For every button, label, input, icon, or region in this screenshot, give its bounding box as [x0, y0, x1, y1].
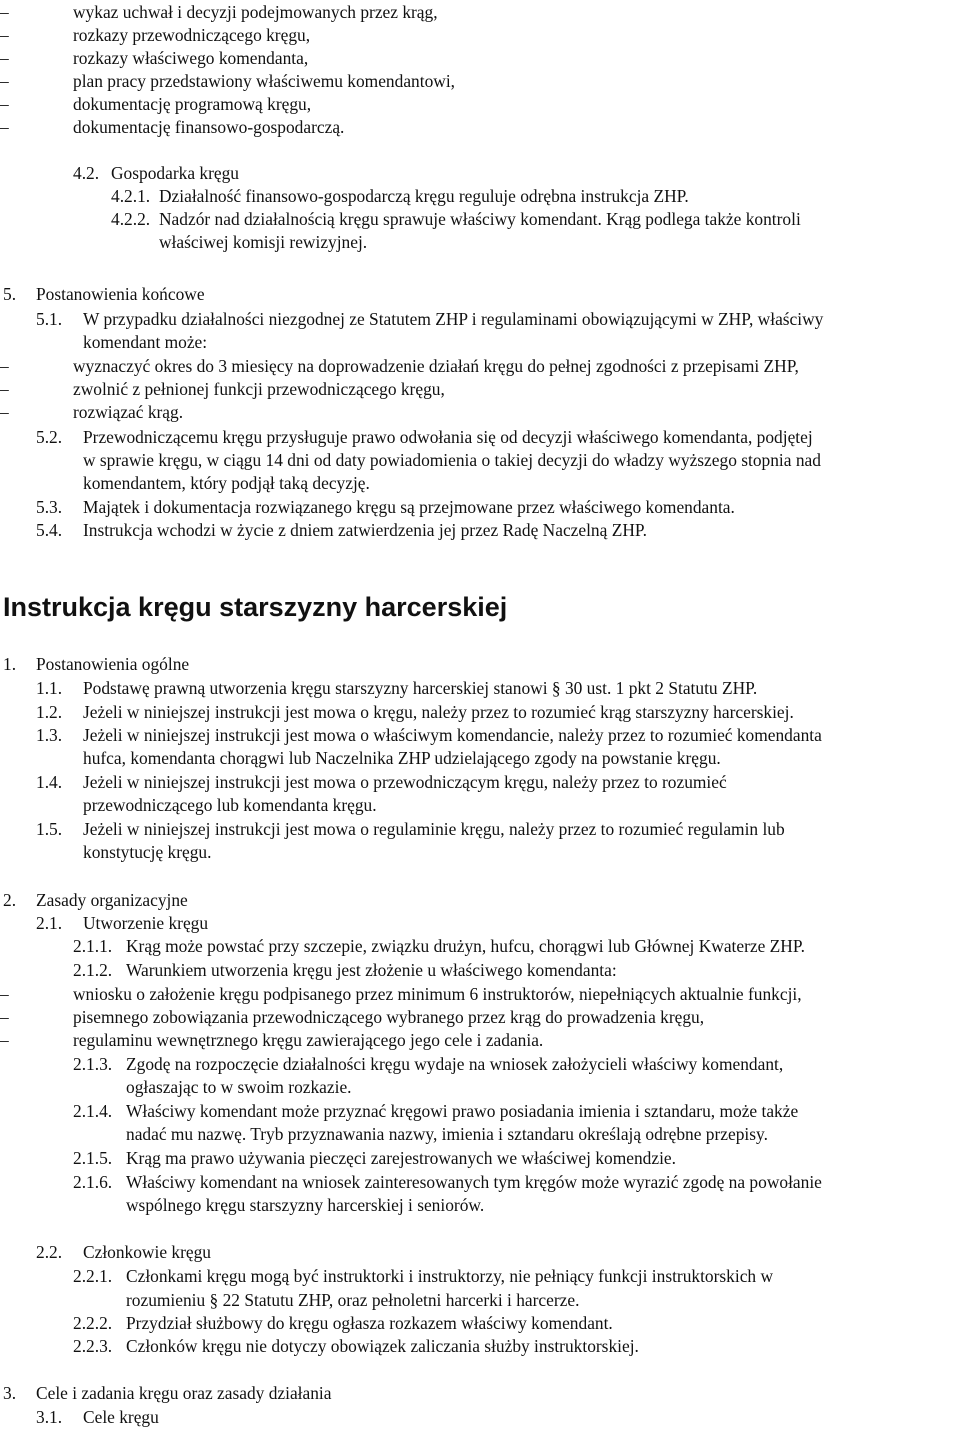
clause-text: Właściwy komendant może przyznać kręgowi prawo posiadania imienia i sztandaru, może także [126, 1101, 799, 1121]
clause-text: W przypadku działalności niezgodnej ze Statutem ZHP i regulaminami obowiązującymi w ZHP, właściwy [83, 309, 824, 329]
clause-text: Przydział służbowy do kręgu ogłasza rozkazem właściwy komendant. [126, 1313, 613, 1333]
clause-text: komendantem, który podjął taką decyzję. [83, 473, 370, 493]
clause-text: Jeżeli w niniejszej instrukcji jest mowa o regulaminie kręgu, należy przez to rozumieć regulamin lub [83, 819, 785, 839]
section-heading: Postanowienia ogólne [36, 654, 190, 674]
clause-text: nadać mu nazwę. Tryb przyznawania nazwy, imienia i sztandaru określają odrębne przepisy. [126, 1124, 768, 1144]
clause-text: Nadzór nad działalnością kręgu sprawuje właściwy komendant. Krąg podlega także kontroli [159, 209, 801, 229]
section-heading: Cele i zadania kręgu oraz zasady działania [36, 1383, 332, 1403]
clause-text: w sprawie kręgu, w ciągu 14 dni od daty powiadomienia o takiej decyzji do władzy wyższego stopnia nad [83, 450, 821, 470]
list-dash: – [0, 48, 9, 68]
clause-text: Warunkiem utworzenia kręgu jest złożenie u właściwego komendanta: [126, 960, 617, 980]
clause-text: hufca, komendanta chorągwi lub Naczelnika ZHP udzielającego zgody na powstanie kręgu. [83, 748, 721, 768]
clause-text: ogłaszając to w swoim rozkazie. [126, 1077, 352, 1097]
clause-text: Właściwy komendant na wniosek zainteresowanych tym kręgów może wyrazić zgodę na powołanie [126, 1172, 822, 1192]
clause-number: 2.2.1. [73, 1266, 113, 1286]
list-item: dokumentację finansowo-gospodarczą. [73, 117, 345, 137]
list-dash: – [0, 1030, 9, 1050]
section-number: 2. [3, 890, 17, 910]
list-dash: – [0, 356, 9, 376]
list-dash: – [0, 2, 9, 22]
clause-number: 2.2.3. [73, 1336, 113, 1356]
clause-text: Jeżeli w niniejszej instrukcji jest mowa o właściwym komendancie, należy przez to rozumieć komendanta [83, 725, 822, 745]
clause-number: 2.2.2. [73, 1313, 113, 1333]
list-item: rozwiązać krąg. [73, 402, 184, 422]
clause-number: 2.1.6. [73, 1172, 113, 1192]
clause-text: Krąg ma prawo używania pieczęci zarejestrowanych we właściwej komendzie. [126, 1148, 676, 1168]
clause-number: 5.2. [36, 427, 63, 447]
clause-number: 5.3. [36, 497, 63, 517]
section-number: 3. [3, 1383, 17, 1403]
list-item: rozkazy przewodniczącego kręgu, [73, 25, 311, 45]
subsection-number: 2.2. [36, 1242, 63, 1262]
list-dash: – [0, 984, 9, 1004]
clause-text: Majątek i dokumentacja rozwiązanego kręgu są przejmowane przez właściwego komendanta. [83, 497, 735, 517]
list-dash: – [0, 25, 9, 45]
subsection-heading: Cele kręgu [83, 1407, 159, 1427]
list-dash: – [0, 94, 9, 114]
list-item: wniosku o założenie kręgu podpisanego przez minimum 6 instruktorów, niepełniących aktualnie funkcji, [73, 984, 802, 1004]
list-item: plan pracy przedstawiony właściwemu komendantowi, [73, 71, 455, 91]
clause-number: 2.1.4. [73, 1101, 113, 1121]
list-dash: – [0, 1007, 9, 1027]
clause-text: Krąg może powstać przy szczepie, związku drużyn, hufcu, chorągwi lub Głównej Kwaterze ZHP. [126, 936, 805, 956]
clause-number: 2.1.5. [73, 1148, 113, 1168]
clause-text: właściwej komisji rewizyjnej. [159, 232, 368, 252]
clause-text: konstytucję kręgu. [83, 842, 212, 862]
clause-text: wspólnego kręgu starszyzny harcerskiej i seniorów. [126, 1195, 485, 1215]
list-dash: – [0, 402, 9, 422]
subsection-heading: Utworzenie kręgu [83, 913, 209, 933]
section-number: 4.2. [73, 163, 100, 183]
clause-number: 1.1. [36, 678, 63, 698]
clause-text: Członków kręgu nie dotyczy obowiązek zaliczania służby instruktorskiej. [126, 1336, 639, 1356]
list-item: zwolnić z pełnionej funkcji przewodniczącego kręgu, [73, 379, 445, 399]
subsection-number: 3.1. [36, 1407, 63, 1427]
clause-number: 5.4. [36, 520, 63, 540]
section-heading: Gospodarka kręgu [111, 163, 239, 183]
clause-text: Instrukcja wchodzi w życie z dniem zatwierdzenia jej przez Radę Naczelną ZHP. [83, 520, 647, 540]
clause-number: 1.5. [36, 819, 63, 839]
clause-text: komendant może: [83, 332, 208, 352]
clause-text: Członkami kręgu mogą być instruktorki i instruktorzy, nie pełniący funkcji instruktorskich w [126, 1266, 774, 1286]
list-item: dokumentację programową kręgu, [73, 94, 312, 114]
clause-text: Przewodniczącemu kręgu przysługuje prawo odwołania się od decyzji właściwego komendanta, podjętej [83, 427, 813, 447]
clause-number: 2.1.1. [73, 936, 113, 956]
section-heading: Postanowienia końcowe [36, 284, 205, 304]
list-dash: – [0, 379, 9, 399]
clause-text: Działalność finansowo-gospodarczą kręgu reguluje odrębna instrukcja ZHP. [159, 186, 689, 206]
subsection-number: 2.1. [36, 913, 63, 933]
list-item: wykaz uchwał i decyzji podejmowanych przez krąg, [73, 2, 438, 22]
section-number: 5. [3, 284, 17, 304]
section-number: 1. [3, 654, 17, 674]
document-title: Instrukcja kręgu starszyzny harcerskiej [3, 592, 508, 622]
clause-text: Podstawę prawną utworzenia kręgu starszyzny harcerskiej stanowi § 30 ust. 1 pkt 2 Statutu ZHP. [83, 678, 758, 698]
clause-text: Jeżeli w niniejszej instrukcji jest mowa o kręgu, należy przez to rozumieć krąg starszyzny harcerskiej. [83, 702, 794, 722]
list-dash: – [0, 71, 9, 91]
clause-number: 1.3. [36, 725, 63, 745]
clause-text: Jeżeli w niniejszej instrukcji jest mowa o przewodniczącym kręgu, należy przez to rozumieć [83, 772, 727, 792]
clause-number: 4.2.2. [111, 209, 151, 229]
clause-number: 1.2. [36, 702, 63, 722]
list-dash: – [0, 117, 9, 137]
list-item: rozkazy właściwego komendanta, [73, 48, 309, 68]
clause-number: 1.4. [36, 772, 63, 792]
clause-text: rozumieniu § 22 Statutu ZHP, oraz pełnoletni harcerki i harcerze. [126, 1290, 580, 1310]
clause-text: przewodniczącego lub komendanta kręgu. [83, 795, 377, 815]
list-item: wyznaczyć okres do 3 miesięcy na doprowadzenie działań kręgu do pełnej zgodności z przepisami ZHP, [73, 356, 799, 376]
clause-number: 2.1.3. [73, 1054, 113, 1074]
section-heading: Zasady organizacyjne [36, 890, 188, 910]
clause-number: 2.1.2. [73, 960, 113, 980]
list-item: pisemnego zobowiązania przewodniczącego wybranego przez krąg do prowadzenia kręgu, [73, 1007, 705, 1027]
clause-number: 4.2.1. [111, 186, 151, 206]
clause-number: 5.1. [36, 309, 63, 329]
clause-text: Zgodę na rozpoczęcie działalności kręgu wydaje na wniosek założycieli właściwy komendant, [126, 1054, 784, 1074]
subsection-heading: Członkowie kręgu [83, 1242, 211, 1262]
list-item: regulaminu wewnętrznego kręgu zawierającego jego cele i zadania. [73, 1030, 544, 1050]
